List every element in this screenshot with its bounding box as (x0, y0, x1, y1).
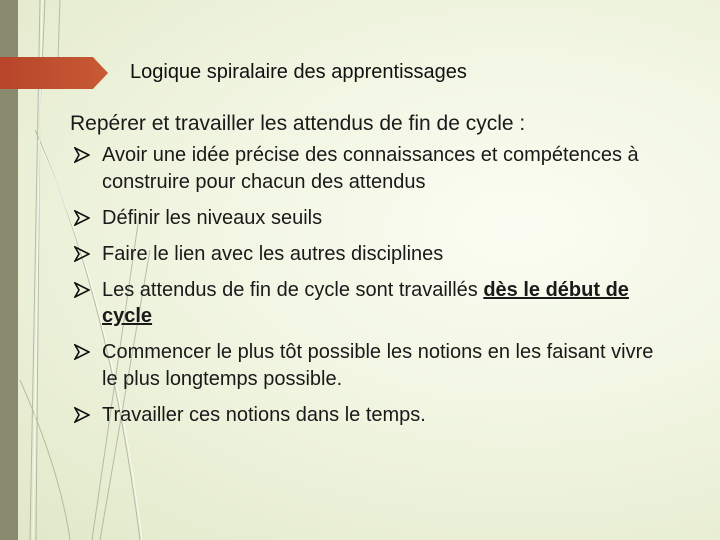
slide-content (70, 108, 670, 438)
bullet-text: Avoir une idée précise des connaissances et compétences à construire pour chacun des attendus (102, 144, 639, 193)
bullet-item (70, 339, 670, 392)
arrow-bullet-icon (74, 210, 90, 226)
arrow-bullet-icon (74, 407, 90, 423)
bullet-text: Les attendus de fin de cycle sont travaillés (102, 278, 484, 301)
bullet-text: Travailler ces notions dans le temps. (102, 403, 426, 426)
slide-title: Logique spiralaire des apprentissages (130, 61, 467, 83)
arrow-bullet-icon (74, 147, 90, 163)
bullet-text: Commencer le plus tôt possible les notions en les faisant vivre le plus longtemps possible. (102, 341, 654, 390)
bullet-text: Faire le lien avec les autres disciplines (102, 242, 444, 265)
bullet-emphasis: dès le début de cycle (102, 278, 629, 327)
bullet-item (70, 142, 670, 195)
bullet-list (70, 142, 670, 428)
bullet-item (70, 277, 670, 330)
bullet-item (70, 205, 670, 232)
bullet-item (70, 241, 670, 268)
arrow-bullet-icon (74, 246, 90, 262)
arrow-bullet-icon (74, 282, 90, 298)
arrow-bullet-icon (74, 344, 90, 360)
title-accent-tab (0, 57, 108, 89)
bullet-item (70, 402, 670, 429)
bullet-text: Définir les niveaux seuils (102, 206, 323, 229)
slide-heading: Repérer et travailler les attendus de fin de cycle : (70, 112, 526, 135)
